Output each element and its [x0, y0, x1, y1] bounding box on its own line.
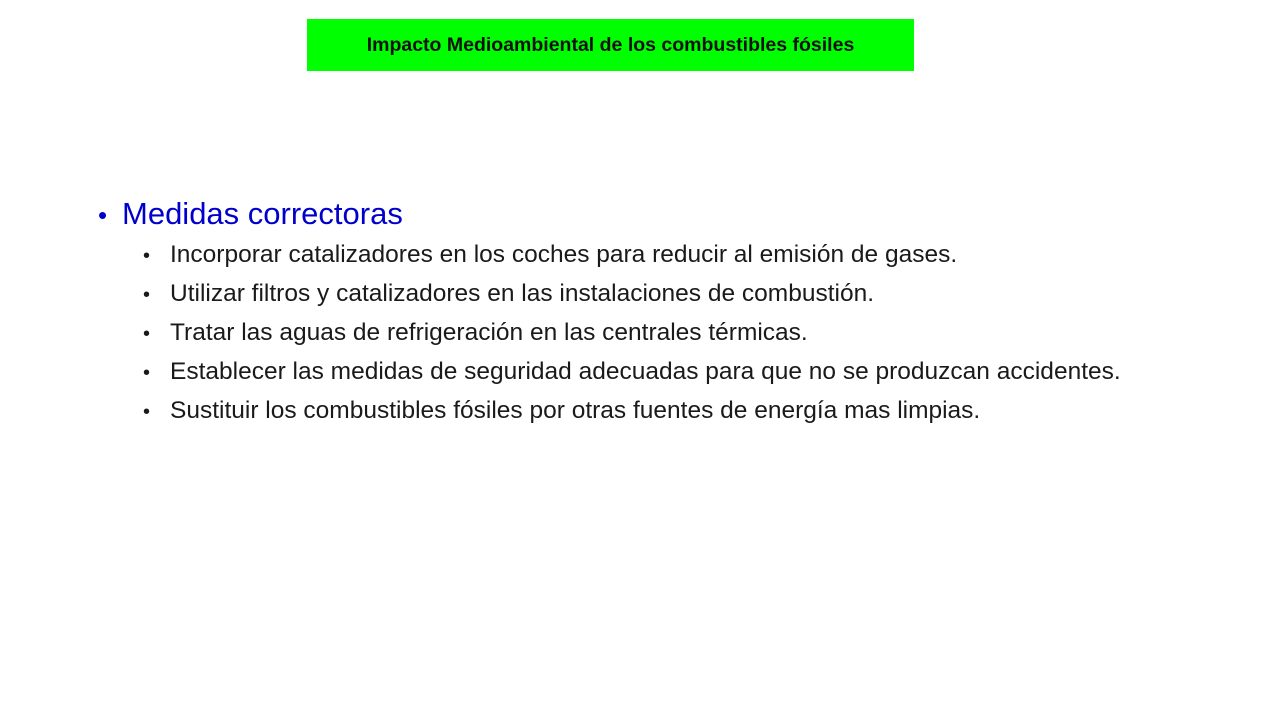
- list-item-text: Utilizar filtros y catalizadores en las instalaciones de combustión.: [170, 280, 875, 307]
- list-item: [143, 395, 1218, 428]
- list-item-text: Tratar las aguas de refrigeración en las centrales térmicas.: [170, 319, 808, 346]
- list-item: [143, 356, 1218, 389]
- measures-list: [98, 239, 1218, 428]
- list-item: [143, 239, 1218, 272]
- bullet-icon: •: [143, 245, 151, 267]
- list-item: [143, 317, 1218, 350]
- bullet-icon: •: [143, 323, 151, 345]
- title-banner: [307, 19, 914, 71]
- bullet-icon: •: [143, 401, 151, 423]
- section-heading: Medidas correctoras: [122, 196, 403, 231]
- heading-bullet: [98, 194, 1218, 235]
- slide-content: [98, 194, 1218, 434]
- bullet-icon: •: [143, 284, 151, 306]
- bullet-icon: •: [143, 362, 151, 384]
- list-item-text: Sustituir los combustibles fósiles por otras fuentes de energía mas limpias.: [170, 397, 981, 424]
- list-item: [143, 278, 1218, 311]
- bullet-icon: •: [98, 200, 108, 230]
- list-item-text: Incorporar catalizadores en los coches para reducir al emisión de gases.: [170, 241, 958, 268]
- slide-title: Impacto Medioambiental de los combustibles fósiles: [366, 33, 855, 56]
- list-item-text: Establecer las medidas de seguridad adecuadas para que no se produzcan accidentes.: [170, 358, 1121, 385]
